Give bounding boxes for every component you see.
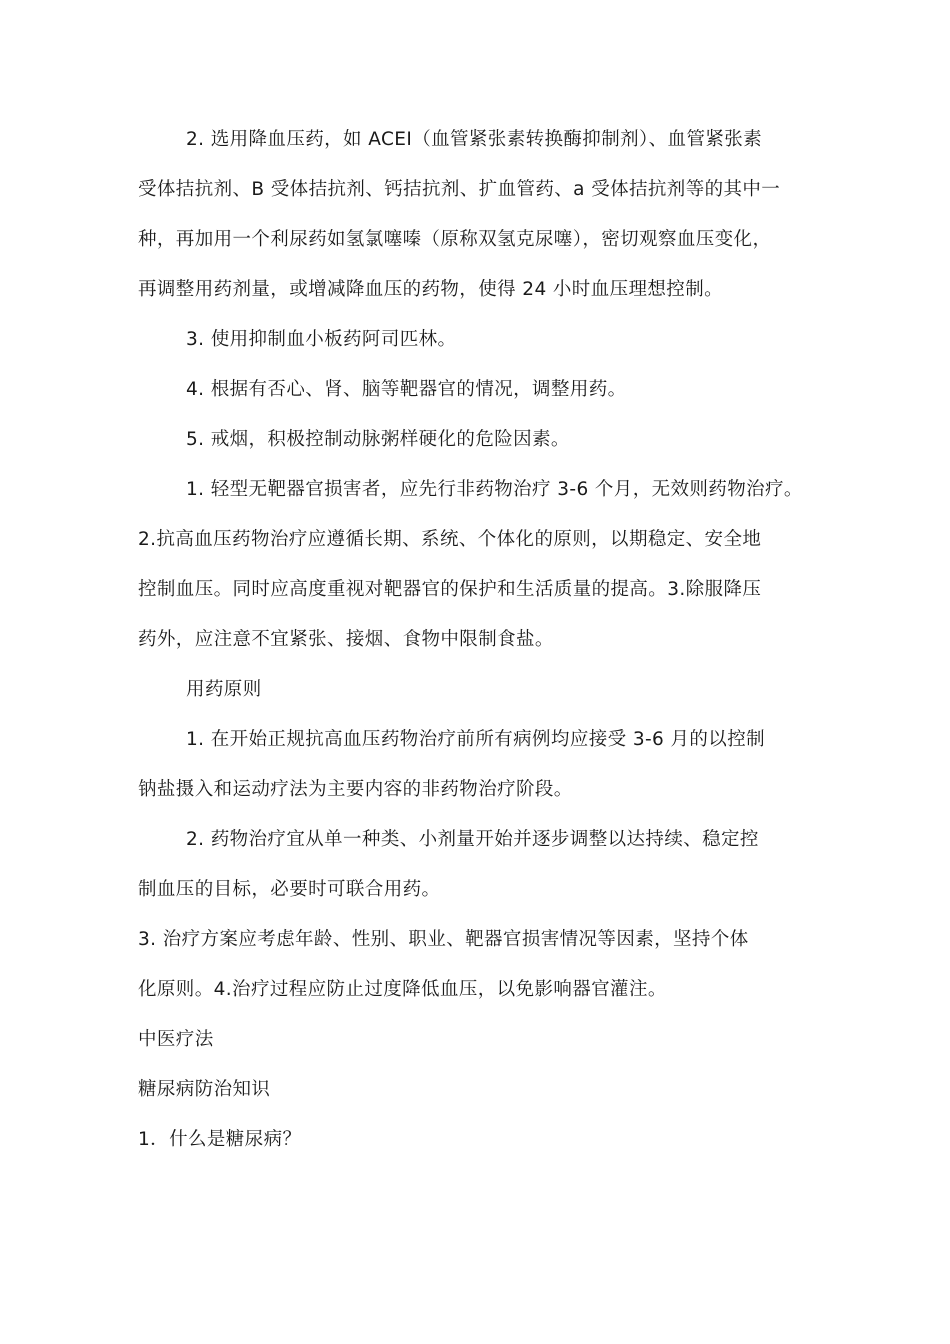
text-line-2: 受体拮抗剂、B 受体拮抗剂、钙拮抗剂、扩血管药、a 受体拮抗剂等的其中一 [138, 179, 781, 200]
text-line-18: 化原则。4.治疗过程应防止过度降低血压，以免影响器官灌注。 [138, 979, 667, 1000]
text-line-3: 种，再加用一个利尿药如氢氯噻嗪（原称双氢克尿噻），密切观察血压变化， [138, 229, 772, 250]
text-line-10: 控制血压。同时应高度重视对靶器官的保护和生活质量的提高。3.除服降压 [138, 579, 762, 600]
section-heading-principles: 用药原则 [186, 679, 262, 700]
text-line-7: 5. 戒烟，积极控制动脉粥样硬化的危险因素。 [186, 429, 570, 450]
text-line-14: 钠盐摄入和运动疗法为主要内容的非药物治疗阶段。 [138, 779, 573, 800]
text-line-13: 1. 在开始正规抗高血压药物治疗前所有病例均应接受 3-6 月的以控制 [186, 729, 766, 750]
text-line-11: 药外，应注意不宜紧张、接烟、食物中限制食盐。 [138, 629, 554, 650]
text-line-5: 3. 使用抑制血小板药阿司匹林。 [186, 329, 457, 350]
text-line-6: 4. 根据有否心、肾、脑等靶器官的情况，调整用药。 [186, 379, 627, 400]
question-heading: 1．什么是糖尿病？ [138, 1129, 302, 1150]
text-line-9: 2.抗高血压药物治疗应遵循长期、系统、个体化的原则，以期稳定、安全地 [138, 529, 762, 550]
text-line-4: 再调整用药剂量，或增减降血压的药物，使得 24 小时血压理想控制。 [138, 279, 724, 300]
text-line-1: 2. 选用降血压药，如 ACEI（血管紧张素转换酶抑制剂）、血管紧张素 [186, 129, 763, 150]
text-line-8: 1. 轻型无靶器官损害者，应先行非药物治疗 3-6 个月，无效则药物治疗。 [186, 479, 803, 500]
text-line-17: 3. 治疗方案应考虑年龄、性别、职业、靶器官损害情况等因素，坚持个体 [138, 929, 749, 950]
text-line-15: 2. 药物治疗宜从单一种类、小剂量开始并逐步调整以达持续、稳定控 [186, 829, 759, 850]
text-line-16: 制血压的目标，必要时可联合用药。 [138, 879, 441, 900]
section-heading-diabetes: 糖尿病防治知识 [138, 1079, 271, 1100]
section-heading-tcm: 中医疗法 [138, 1029, 214, 1050]
